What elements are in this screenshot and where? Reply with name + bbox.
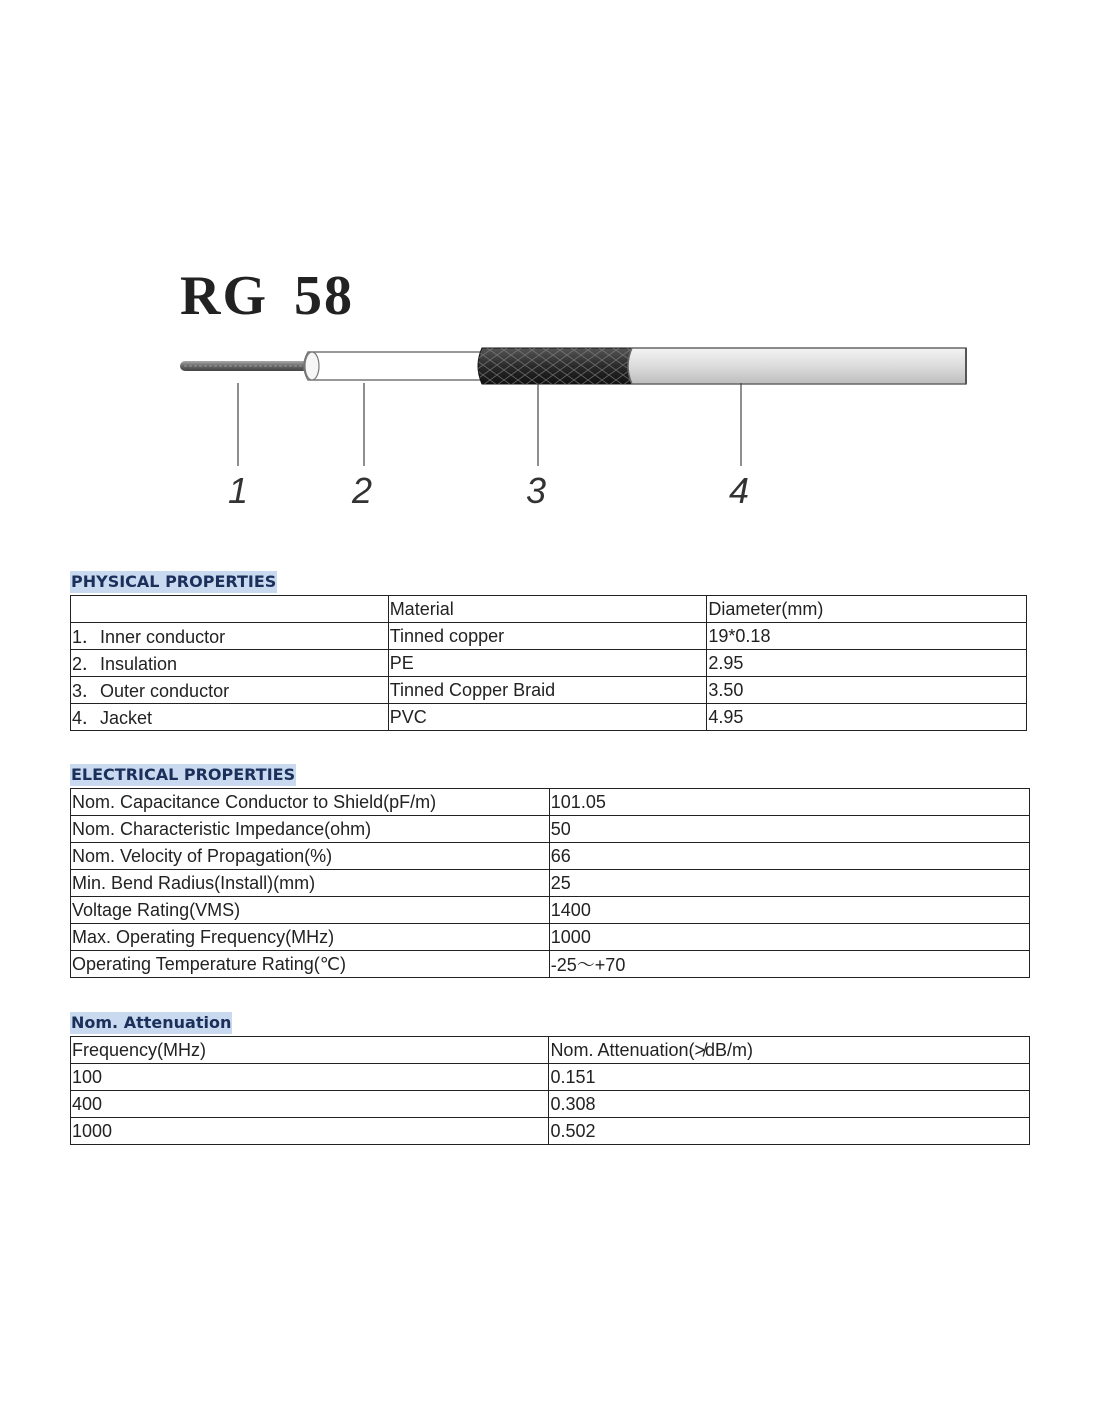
table-cell: 3．Outer conductor bbox=[71, 677, 389, 704]
table-cell: 2．Insulation bbox=[71, 650, 389, 677]
table-row bbox=[71, 623, 1027, 650]
table-cell: 66 bbox=[549, 843, 1029, 870]
table-cell: 1．Inner conductor bbox=[71, 623, 389, 650]
table-cell: Nom. Attenuation(≯dB/m) bbox=[549, 1037, 1030, 1064]
cable-diagram bbox=[0, 0, 1100, 540]
table-cell: Frequency(MHz) bbox=[71, 1037, 549, 1064]
table-cell: Tinned copper bbox=[388, 623, 707, 650]
table-cell: 1000 bbox=[549, 924, 1029, 951]
table-row bbox=[71, 843, 1030, 870]
table-row bbox=[71, 897, 1030, 924]
table-cell: PVC bbox=[388, 704, 707, 731]
table-cell: 100 bbox=[71, 1064, 549, 1091]
inner-conductor bbox=[180, 361, 308, 371]
table-cell: 2.95 bbox=[707, 650, 1027, 677]
table-cell: Diameter(mm) bbox=[707, 596, 1027, 623]
table-cell: 25 bbox=[549, 870, 1029, 897]
table-cell: 400 bbox=[71, 1091, 549, 1118]
table-row bbox=[71, 650, 1027, 677]
table-cell: Nom. Velocity of Propagation(%) bbox=[71, 843, 550, 870]
table-header-row bbox=[71, 596, 1027, 623]
table-row bbox=[71, 704, 1027, 731]
table-row bbox=[71, 924, 1030, 951]
electrical-properties-table bbox=[70, 788, 1030, 978]
table-header-row bbox=[71, 1037, 1030, 1064]
table-cell: Tinned Copper Braid bbox=[388, 677, 707, 704]
table-row bbox=[71, 951, 1030, 978]
callout-number-4: 4 bbox=[729, 470, 750, 511]
cable-illustration bbox=[0, 0, 1100, 540]
table-cell: 0.308 bbox=[549, 1091, 1030, 1118]
table-row bbox=[71, 677, 1027, 704]
table-cell: 50 bbox=[549, 816, 1029, 843]
table-cell: 1400 bbox=[549, 897, 1029, 924]
table-cell: Material bbox=[388, 596, 707, 623]
table-cell: 4．Jacket bbox=[71, 704, 389, 731]
table-cell: 0.151 bbox=[549, 1064, 1030, 1091]
table-cell: Max. Operating Frequency(MHz) bbox=[71, 924, 550, 951]
table-row bbox=[71, 1064, 1030, 1091]
table-cell: PE bbox=[388, 650, 707, 677]
table-cell: Nom. Characteristic Impedance(ohm) bbox=[71, 816, 550, 843]
table-cell: Nom. Capacitance Conductor to Shield(pF/m) bbox=[71, 789, 550, 816]
table-cell: 101.05 bbox=[549, 789, 1029, 816]
callout-number-1: 1 bbox=[228, 470, 249, 511]
table-cell bbox=[71, 596, 389, 623]
table-cell: 3.50 bbox=[707, 677, 1027, 704]
table-cell: Operating Temperature Rating(℃) bbox=[71, 951, 550, 978]
table-cell: Min. Bend Radius(Install)(mm) bbox=[71, 870, 550, 897]
physical-properties-heading: PHYSICAL PROPERTIES bbox=[71, 572, 277, 591]
title-number: 58 bbox=[294, 265, 354, 327]
electrical-properties-heading: ELECTRICAL PROPERTIES bbox=[71, 765, 296, 784]
table-cell: -25～+70 bbox=[549, 951, 1029, 978]
title-prefix: RG bbox=[180, 265, 268, 327]
attenuation-table bbox=[70, 1036, 1030, 1145]
callout-number-3: 3 bbox=[526, 470, 547, 511]
callout-number-2: 2 bbox=[352, 470, 373, 511]
jacket bbox=[628, 348, 966, 384]
table-cell: 1000 bbox=[71, 1118, 549, 1145]
table-cell: 0.502 bbox=[549, 1118, 1030, 1145]
table-row bbox=[71, 1118, 1030, 1145]
physical-properties-table bbox=[70, 595, 1027, 731]
table-row bbox=[71, 816, 1030, 843]
attenuation-heading: Nom. Attenuation bbox=[71, 1013, 232, 1032]
table-cell: 4.95 bbox=[707, 704, 1027, 731]
table-cell: 19*0.18 bbox=[707, 623, 1027, 650]
cable-title bbox=[180, 264, 354, 328]
table-row bbox=[71, 870, 1030, 897]
table-row bbox=[71, 1091, 1030, 1118]
table-cell: Voltage Rating(VMS) bbox=[71, 897, 550, 924]
outer-braid bbox=[478, 348, 636, 384]
insulation bbox=[304, 352, 488, 380]
table-row bbox=[71, 789, 1030, 816]
